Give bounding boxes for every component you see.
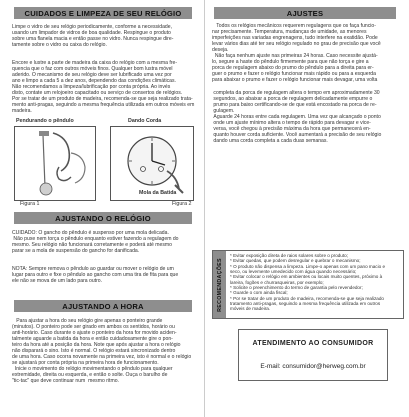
recommendations-side-label: RECOMENDAÇÕES [213, 251, 226, 318]
adjustments-paragraph-1: Todos os relógios mecânicos requerem regulagens que os faça funcio- nar precisamente. Temperatura, mudanças de umidade, as menores imperfeições nas variadas engrenagens, tudo interfere na exatidão. Pode levar vários dias até ter seu relógio regulado no grau de precisão que você deseja. Não faça nenhum ajuste nas primeiras 24 horas. Caso necessite ajustá- lo, segure a haste do pêndulo firmemente para que não torça e gire a porca de regulagem abaixo do prumo do pêndulo para a direita para er- guer o prumo e fazer o relógio funcionar mais rápido ou para a esquerda para abaixar o prumo e fazer o relógio funcionar mais devagar, uma volta [212, 23, 381, 84]
recommendation-item: * Evitar exposição direta de raios solares sobre o produto; [230, 253, 348, 258]
recommendation-item: lareira, fogões e churrasqueiras, por exemplo; [230, 279, 324, 285]
right-page [204, 0, 409, 417]
recommendation-item: seco, ou levemente umedecido com água quando necessário; [230, 269, 357, 275]
recommendation-item: * Evitar quedas, que podem desregular e quebrar o mecanismo; [230, 258, 361, 264]
adjustments-header [214, 7, 396, 19]
recommendation-item: * O produto não dispensa a limpeza. Limpe-o apenas com um pano macio e [230, 263, 386, 269]
adjust-clock-title: AJUSTANDO O RELÓGIO [55, 213, 151, 223]
recommendations-list [230, 253, 401, 312]
adjust-time-paragraph: Para ajustar a hora do seu relógio gire apenas o ponteiro grande (minutos). O ponteiro pode ser girado em ambos os sentidos, horário ou anti-horário. Caso durante o ajuste o ponteiro da hora for movido aciden- talmente aguarde a batida da hora e então cuidadosamente gire o pon- teiro da hora até a posição da hora. Note que após ajustar a hora o relógio não disparará o sino. Isto é normal. O relógio estará sincronizado dentro de uma hora. Caso ocorra novamente na primeira vez, isto é normal e o relógio se ajustará por conta própria na primeira hora de funcionamento. Inicie o movimento do relógio movimentando o pêndulo para qualquer extremidade, direita ou esquerda, e então o solte. Ouça o barulho de "tic-tac" que deve continuar num mesmo ritmo. [12, 318, 192, 385]
recommendation-item: * Por se tratar de um produto de madeira, recomenda-se que seja realizado [230, 295, 384, 301]
adjust-clock-header [14, 212, 192, 224]
adjustments-paragraph-2: completa da porca de regulagem altera o tempo em aproximadamente 30 segundos, ao abaixar a porca de regulagem delicadamente empurre o prumo para baixo certificando-se de que está encostado na porca de re- gulagem. Aguarde 24 horas entre cada regulagem. Uma vez que alcançado o ponto onde um ajuste mínimo altera o tempo de rápido para devagar e vice- versa, você chegou à precisão máxima da hora que permanecerá en- quanto houver corda suficiente. Você aumentará a precisão de seu relógio dando uma corda completa a cada duas semanas. [213, 90, 382, 145]
figure1-pendulum-illustration [14, 126, 96, 201]
adjust-time-header [14, 300, 192, 312]
adjustments-title: AJUSTES [286, 8, 324, 18]
adjust-time-title: AJUSTANDO A HORA [62, 301, 144, 311]
customer-service-title: ATENDIMENTO AO CONSUMIDOR [252, 340, 374, 347]
recommendation-item: móveis de madeira. [230, 306, 271, 312]
figure1-title: Pendurando o pêndulo [16, 118, 74, 124]
recommendation-item: * Evitar colocar o relógio em ambientes ou locais muito quentes, próximo à [230, 274, 383, 280]
spring-label: Mola da Batida [139, 190, 177, 196]
pendulum-hanging-drawing [15, 127, 95, 200]
recommendations-box [212, 250, 404, 319]
recommendation-item: * Guarde o com ainda fiscal; [230, 290, 288, 296]
care-paragraph-2: Encore e lustre a parte de madeira da caixa do relógio com a mesma fre- quencia que o faz com outros móveis finos. Qualquer bom lustra móvel aderido. O mecanismo de seu relógio deve ser lubrificado uma vez por ano e limpo a cada 5 a dez anos, dependendo das condições climáticas. Não recomendamos a limpeza/lubrificação por conta própria. Ao invés disto, contate um relojoeiro capacitado ou serviço de consertos de relógios. Por se tratar de um produto de madeira, recomenda-se que seja realizado trata- mento anti-pragas, seguindo a mesma frequência utilizada em outros móveis em madeira. [12, 60, 195, 115]
customer-service-box [238, 329, 388, 381]
care-paragraph-1: Limpe o vidro de seu relógio periodicamente, conforme a necessidade, usando um limpador de vidros de boa qualidade. Respingue o produto sobre uma flanela macia e então passe no vidro. Nunca respingue dire- tamente sobre o vidro ou caixa do relógio. [12, 24, 174, 49]
figure2-caption: Figura 2 [172, 201, 192, 207]
care-cleaning-header [14, 7, 192, 19]
recommendation-item: * Solicite o preenchimento do termo de garantia pelo revendedor; [230, 285, 363, 291]
recommendation-item: tratamento anti-pragas, seguindo a mesma frequência utilizada em outros [230, 301, 381, 307]
caution-paragraph: CUIDADO: O gancho do pêndulo é suspenso por uma mola delicada. Não puxe nem torça o pêndulo enquanto estiver fazendo a regulagem do mesmo. Seu relógio não funcionará corretamente e poderá até mesmo parar se a mola de suspensão do gancho for danificada. [12, 230, 179, 255]
note-paragraph: NOTA: Sempre remova o pêndulo ao guardar ou mover o relógio de um lugar para outro e fixe o pêndulo ao gancho com uma tira de fita para que ele não se mova de um lado para outro. [12, 266, 179, 285]
care-cleaning-title: CUIDADOS E LIMPEZA DE SEU RELÓGIO [24, 8, 182, 18]
customer-service-email[interactable]: E-mail: consumidor@herweg.com.br [260, 363, 366, 370]
figure2-winding-illustration [110, 126, 194, 201]
figure2-title: Dando Corda [128, 118, 162, 124]
figure1-caption: Figura 1 [20, 201, 40, 207]
